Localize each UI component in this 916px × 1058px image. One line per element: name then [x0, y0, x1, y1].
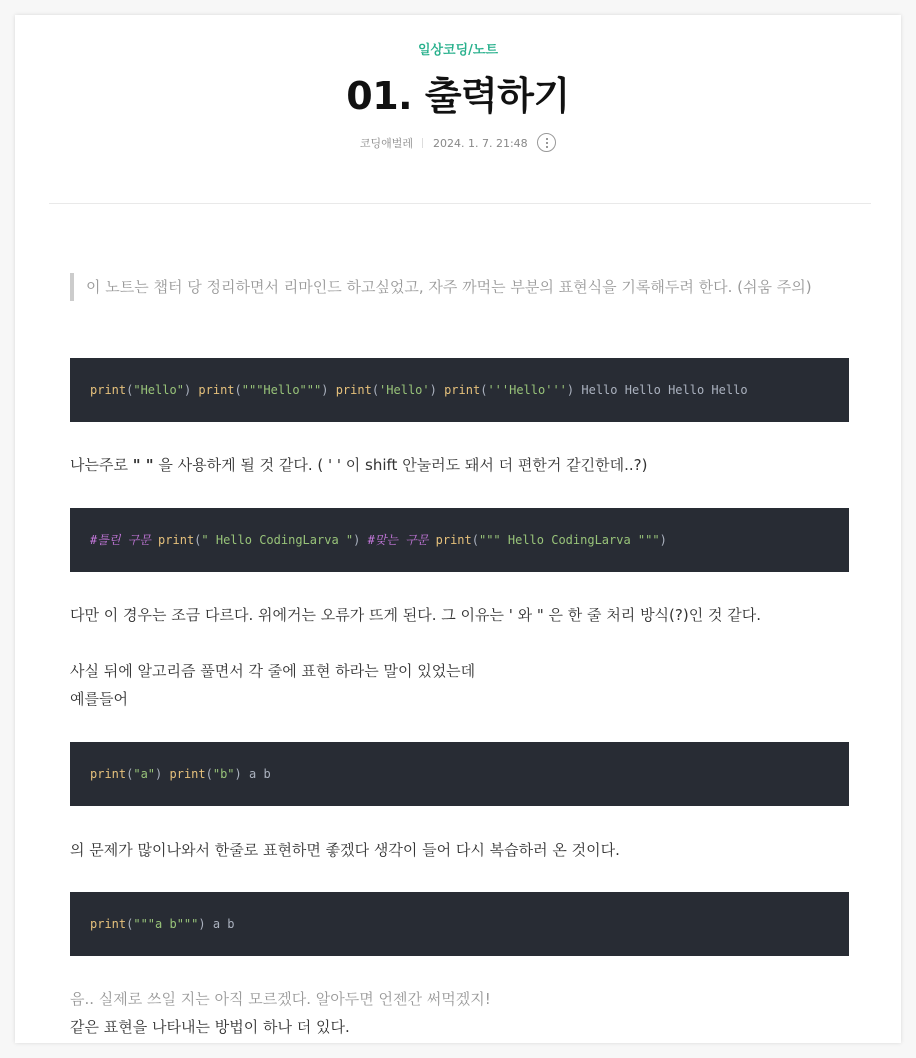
blockquote: 이 노트는 챕터 당 정리하면서 리마인드 하고싶었고, 자주 까먹는 부분의 표현식을 기록해두려 한다. (쉬움 주의) [70, 273, 849, 301]
code-token: ( [126, 383, 134, 397]
code-token: ) [353, 533, 368, 547]
code-token: ( [126, 767, 134, 781]
code-token: print [435, 533, 472, 547]
code-token: ) [155, 767, 170, 781]
code-token: """ Hello CodingLarva """ [478, 533, 660, 547]
code-token: ( [471, 533, 479, 547]
code-token: ) a b [234, 767, 271, 781]
code-token: print [198, 383, 235, 397]
post-date: 2024. 1. 7. 21:48 [432, 137, 528, 150]
code-token: '''Hello''' [487, 383, 567, 397]
code-token: print [158, 533, 195, 547]
code-token: ( [234, 383, 242, 397]
paragraph-1 [70, 451, 849, 479]
code-token: ( [194, 533, 202, 547]
paragraph-5: 음.. 실제로 쓰일 지는 아직 모르겠다. 알아두면 언젠간 써먹겠지! [70, 990, 491, 1008]
post-meta [15, 135, 901, 152]
code-block-1[interactable] [70, 358, 849, 422]
code-token: print [90, 383, 127, 397]
code-token: ( [126, 917, 134, 931]
code-block-3[interactable] [70, 742, 849, 806]
code-token: 'Hello' [379, 383, 430, 397]
post-author[interactable]: 코딩애벌레 [359, 137, 413, 150]
code-token: print [169, 767, 206, 781]
code-block-4[interactable] [70, 892, 849, 956]
more-vertical-icon[interactable] [537, 133, 556, 152]
paragraph-3-line-1: 사실 뒤에 알고리즘 풀면서 각 줄에 표현 하라는 말이 있었는데 [70, 662, 476, 680]
code-token: "b" [212, 767, 235, 781]
code-token: """Hello""" [241, 383, 322, 397]
code-token: print [444, 383, 481, 397]
code-token: ) a b [198, 917, 235, 931]
code-token: ) [659, 533, 667, 547]
code-token: print [90, 767, 127, 781]
paragraph-1-before: 나는주로 [70, 456, 133, 474]
post-card [15, 15, 901, 1043]
paragraph-1-after: 을 사용하게 될 것 같다. ( ' ' 이 shift 안눌러도 돼서 더 편한거 같긴한데..?) [153, 456, 648, 474]
code-token: ) [321, 383, 336, 397]
code-token: #맞는 구문 [367, 533, 436, 547]
code-token: ( [371, 383, 380, 397]
code-block-2[interactable] [70, 508, 849, 572]
code-token: ( [205, 767, 213, 781]
code-token: """a b""" [133, 917, 199, 931]
post-category-link[interactable]: 일상코딩/노트 [417, 43, 499, 58]
code-token: " Hello CodingLarva " [201, 533, 354, 547]
code-token: #틀린 구문 [90, 533, 159, 547]
paragraph-3-line-2: 예를들어 [70, 690, 128, 708]
code-token: print [90, 917, 127, 931]
post-title: 01. 출력하기 [346, 74, 570, 118]
paragraph-6: 같은 표현을 나타내는 방법이 하나 더 있다. [70, 1018, 350, 1036]
meta-separator [422, 138, 423, 148]
code-token: "a" [133, 767, 156, 781]
code-token: ) [183, 383, 199, 397]
code-token: ) Hello Hello Hello Hello [566, 383, 748, 397]
header-divider [49, 203, 871, 204]
code-token: ) [429, 383, 445, 397]
post-header [15, 15, 901, 203]
paragraph-2: 다만 이 경우는 조금 다르다. 위에거는 오류가 뜨게 된다. 그 이유는 ' 와 " 은 한 줄 처리 방식(?)인 것 같다. [70, 606, 761, 624]
paragraph-1-bold: " " [132, 456, 154, 474]
code-token: "Hello" [133, 383, 184, 397]
paragraph-4: 의 문제가 많이나와서 한줄로 표현하면 좋겠다 생각이 들어 다시 복습하러 온 것이다. [70, 841, 620, 859]
code-token: print [335, 383, 372, 397]
code-token: ( [480, 383, 488, 397]
